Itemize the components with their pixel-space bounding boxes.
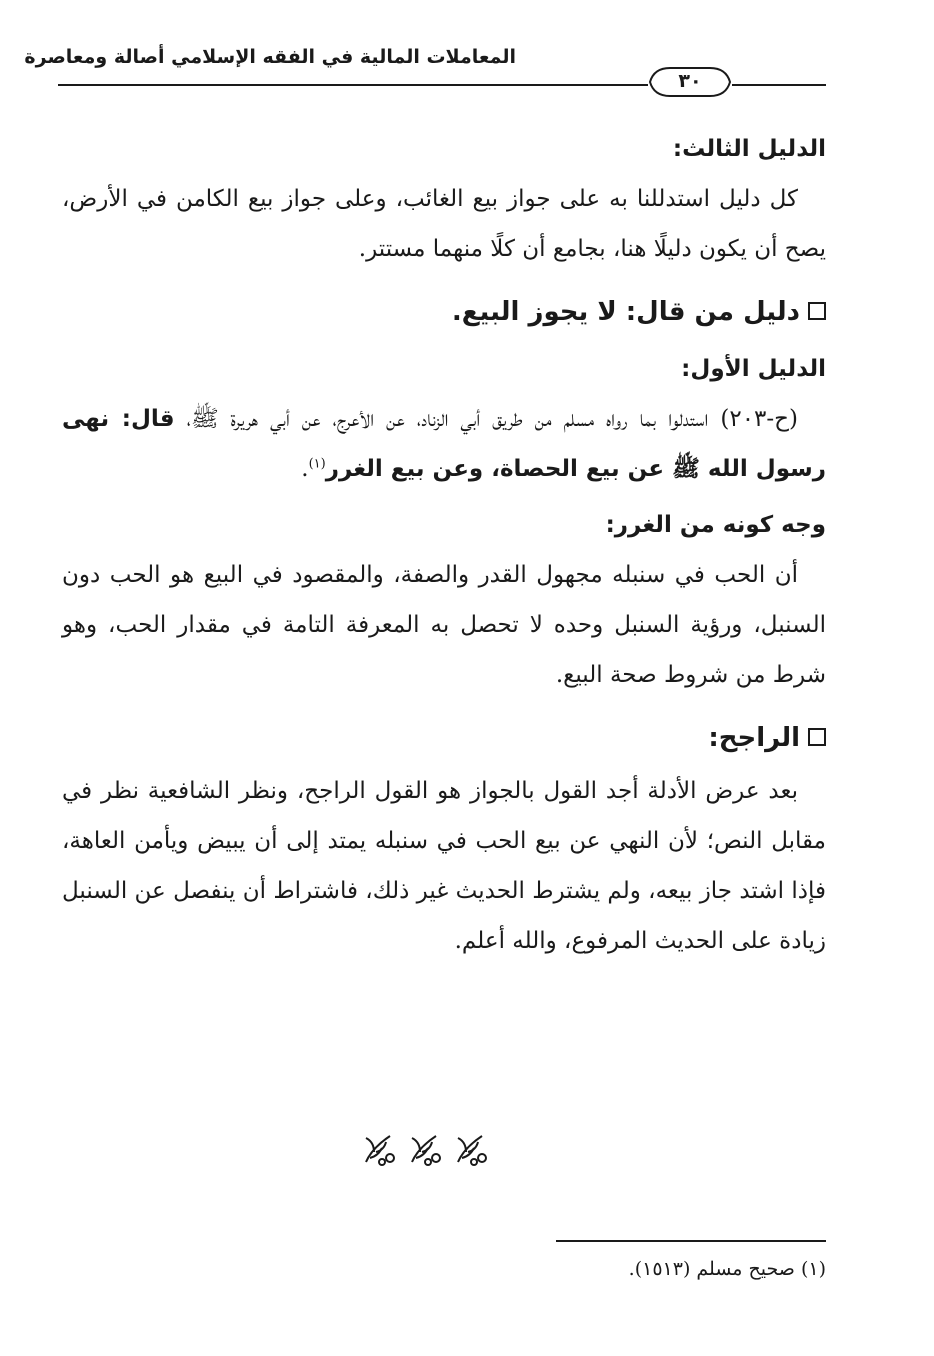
page-body [62,124,826,972]
footnote-ref[interactable]: (١) [308,456,326,472]
running-title: المعاملات المالية في الفقه الإسلامي أصالة ومعاصرة [24,46,516,68]
hadith-text: قال: نهى رسول الله ﷺ عن بيع الحصاة، وعن بيع الغرر [62,406,826,482]
hadith-end: . [301,456,309,482]
section-heading-text: دليل من قال: لا يجوز البيع. [451,297,800,327]
square-outline-icon [808,728,826,746]
floral-ornament-icon [360,1128,494,1168]
footnote: (١) صحيح مسلم (١٥١٣). [628,1258,826,1280]
section-heading-preferred [62,710,826,766]
paragraph-1: كل دليل استدللنا به على جواز بيع الغائب، وعلى جواز بيع الكامن في الأرض، يصح أن يكون دليلًا هنا، بجامع أن كلًا منهما مستتر. [62,186,826,262]
paragraph-3: أن الحب في سنبله مجهول القدر والصفة، والمقصود في البيع هو الحب دون السنبل، ورؤية السنبل وحده لا تحصل به المعرفة التامة في مقدار الحب، وهو شرط من شروط صحة البيع. [62,562,826,688]
heading-third-evidence: الدليل الثالث: [672,136,826,162]
heading-gharar-reason: وجه كونه من الغرر: [605,512,826,538]
section-heading-prohibition [62,284,826,340]
page-number: ٣٠ [678,70,702,92]
page-number-frame [648,66,732,98]
heading-first-evidence: الدليل الأول: [681,356,826,382]
section-heading-text: الراجح: [708,723,800,753]
footnote-rule [556,1240,826,1242]
paragraph-2 [62,394,826,494]
square-outline-icon [808,302,826,320]
hadith-intro: (ح-٢٠٣) استدلوا بما رواه مسلم من طريق أبي الزناد، عن الأعرج، عن أبي هريرة ﷺ، [174,406,798,432]
paragraph-4: بعد عرض الأدلة أجد القول بالجواز هو القول الراجح، ونظر الشافعية نظر في مقابل النص؛ لأن النهي عن بيع الحب في سنبله يمتد إلى أن يبيض ويأمن العاهة، فإذا اشتد جاز بيعه، ولم يشترط الحديث غير ذلك، فاشتراط أن ينفصل عن السنبل زيادة على الحديث المرفوع، والله أعلم. [62,778,826,954]
